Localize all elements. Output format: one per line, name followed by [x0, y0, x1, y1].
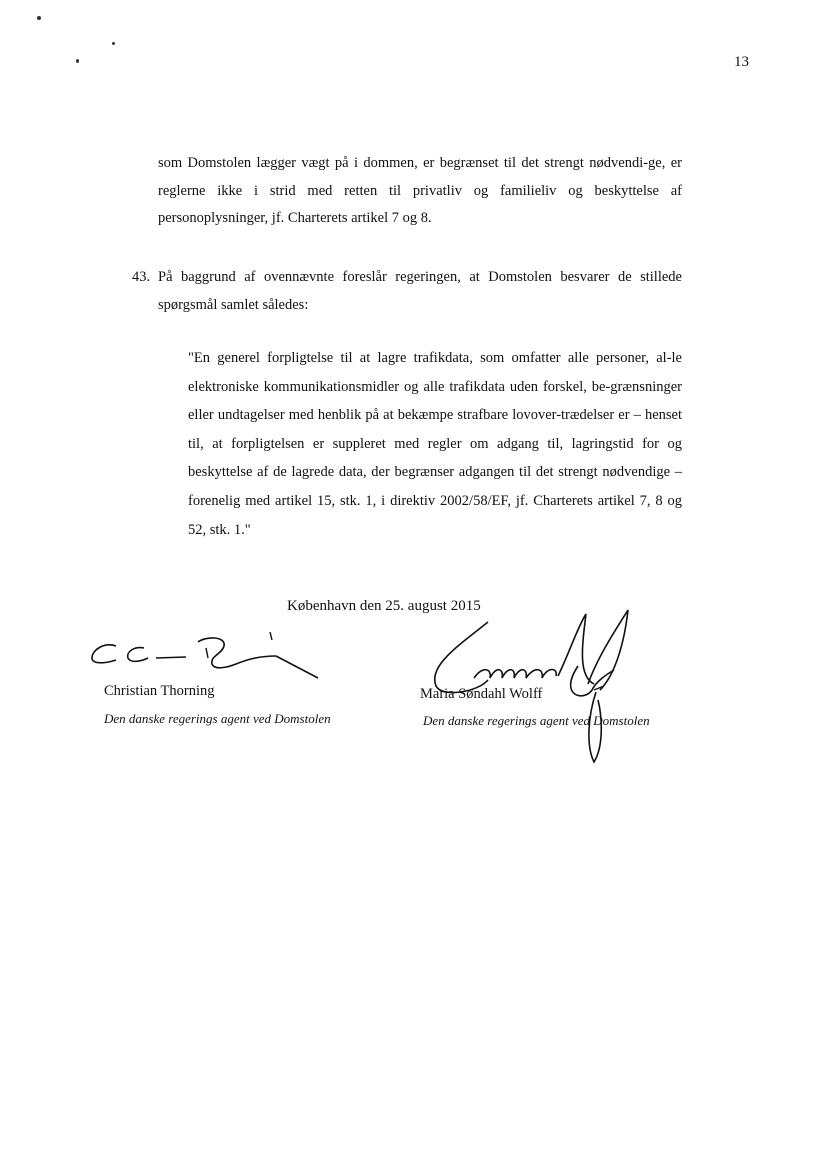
- paragraph-text: På baggrund af ovennævnte foreslår regeringen, at Domstolen besvarer de stillede spørgsmål samlet således:: [158, 269, 682, 313]
- proposed-answer-quote: "En generel forpligtelse til at lagre trafikdata, som omfatter alle personer, al-le elektroniske kommunikationsmidler og alle trafikdata uden forskel, be-grænsninger eller undtagelser med henblik på at bekæmpe strafbare lovover-trædelser er – henset til, at forpligtelsen er suppleret med regler om adgang til, lagringstid for og beskyttelse af de lagrede data, der begrænser adgangen til det strengt nødvendige – forenelig med artikel 15, stk. 1, i direktiv 2002/58/EF, jf. Charterets artikel 7, 8 og 52, stk. 1.": [188, 350, 682, 538]
- paragraph-continuation: som Domstolen lægger vægt på i dommen, er begrænset til det strengt nødvendi-ge, er reglerne ikke i strid med retten til privatliv og familieliv og beskyttelse af personoplysninger, jf. Charterets artikel 7 og 8.: [158, 155, 682, 226]
- signature-left: [86, 628, 326, 688]
- signatory-name-left: Christian Thorning: [104, 683, 215, 699]
- signatory-title-right: Den danske regerings agent ved Domstolen: [423, 713, 650, 728]
- signatory-title-left: Den danske regerings agent ved Domstolen: [104, 711, 331, 726]
- paragraph-43: [132, 264, 682, 319]
- page-number: 13: [734, 54, 749, 70]
- signatory-name-right: Maria Søndahl Wolff: [420, 686, 543, 702]
- scan-speck: [112, 42, 115, 45]
- scan-speck: [37, 16, 41, 20]
- scan-speck: [76, 59, 79, 63]
- place-date: København den 25. august 2015: [287, 598, 481, 614]
- paragraph-number: 43.: [132, 269, 151, 285]
